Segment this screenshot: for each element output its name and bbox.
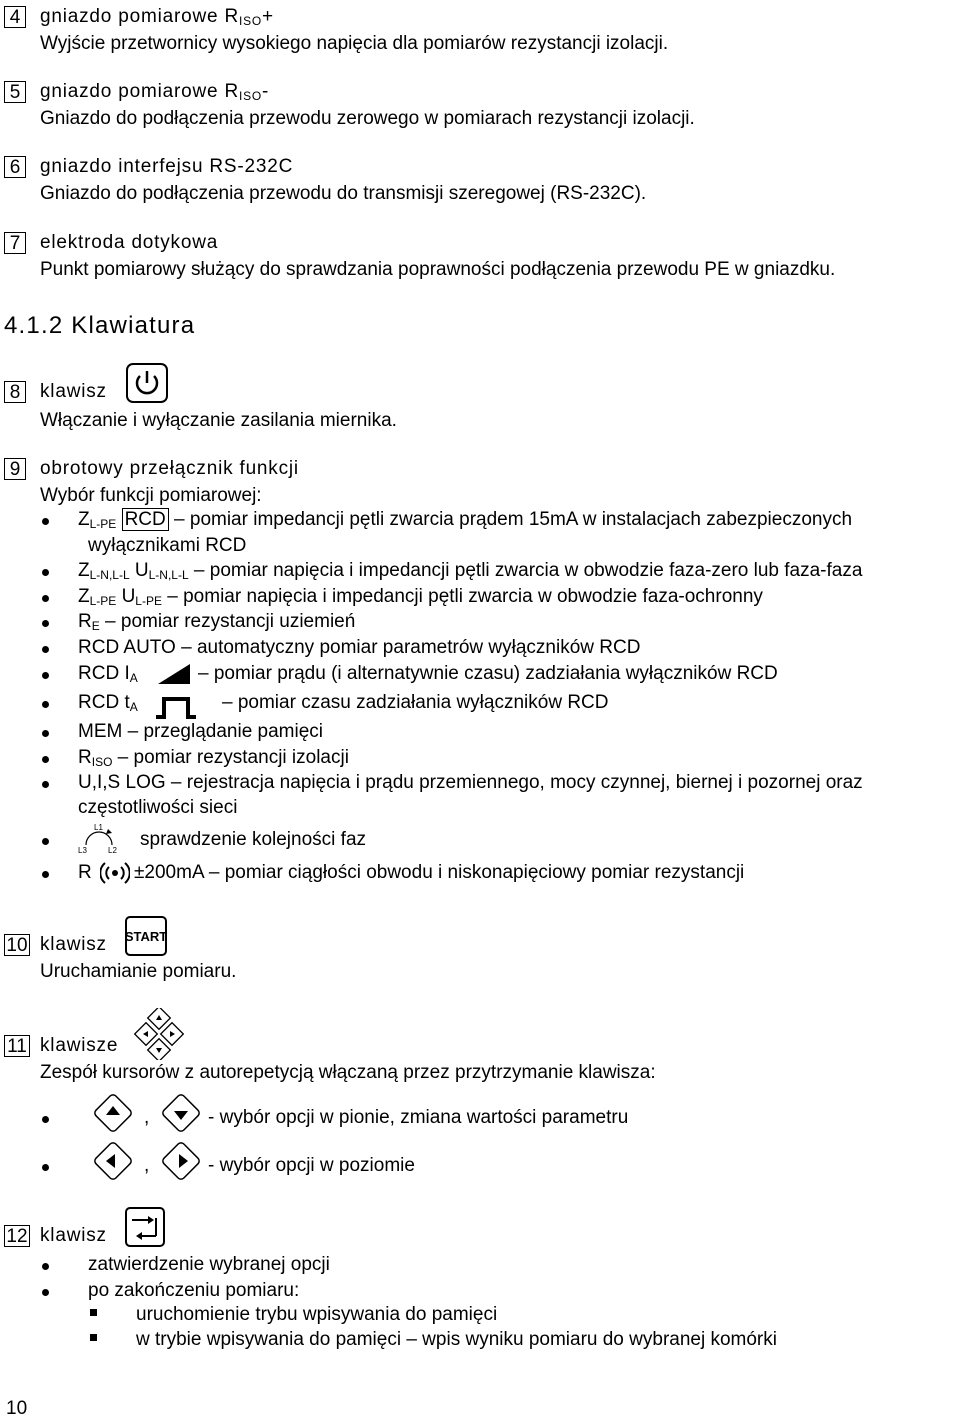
bullet xyxy=(42,1263,49,1270)
item-number-4: 4 xyxy=(4,6,26,28)
item-heading-6: gniazdo interfejsu RS-232C xyxy=(40,156,294,177)
item-heading-8: klawisz xyxy=(40,381,107,402)
square-bullet xyxy=(90,1309,97,1316)
list-item-text: – pomiar prądu (i alternatywnie czasu) zadziałania wyłączników RCD xyxy=(198,663,778,684)
item-heading-10: klawisz xyxy=(40,934,107,955)
pulse-icon xyxy=(154,695,206,719)
list-item: $R_{ISO}$ – pomiar rezystancji izolacji xyxy=(78,747,349,769)
item-number-10: 10 xyxy=(4,934,30,956)
list-item-text: - wybór opcji w poziomie xyxy=(208,1155,415,1176)
bullet xyxy=(42,756,49,763)
bullet xyxy=(42,730,49,737)
phase-label-l3: L3 xyxy=(78,846,87,855)
bullet xyxy=(42,871,49,878)
item-number-5: 5 xyxy=(4,81,26,103)
item-heading-5: gniazdo pomiarowe $R_{ISO}-$ xyxy=(40,81,270,103)
section-heading: 4.1.2 Klawiatura xyxy=(4,312,196,339)
item-description-4: Wyjście przetwornicy wysokiego napięcia dla pomiarów rezystancji izolacji. xyxy=(40,33,669,54)
list-item: RCD $I_A$ xyxy=(78,663,138,685)
ramp-icon xyxy=(156,662,192,686)
bullet xyxy=(42,569,49,576)
list-item-text: ±200mA – pomiar ciągłości obwodu i niskonapięciowy pomiar rezystancji xyxy=(134,862,745,883)
start-key-label: START xyxy=(124,929,168,944)
enter-key-icon xyxy=(124,1206,166,1248)
item-heading-12: klawisz xyxy=(40,1225,107,1246)
phase-label-l1: L1 xyxy=(94,823,103,832)
bullet xyxy=(42,838,49,845)
bullet xyxy=(42,701,49,708)
separator: , xyxy=(144,1107,150,1128)
item-number-12: 12 xyxy=(4,1225,30,1247)
bullet xyxy=(42,595,49,602)
list-item-text: sprawdzenie kolejności faz xyxy=(140,829,367,850)
sub-list-item: uruchomienie trybu wpisywania do pamięci xyxy=(136,1304,498,1325)
cursor-keys-icon xyxy=(134,1008,184,1060)
item-heading-11: klawisze xyxy=(40,1035,119,1056)
bullet xyxy=(42,672,49,679)
item-heading-7: elektroda dotykowa xyxy=(40,232,219,253)
list-item-text: – pomiar czasu zadziałania wyłączników RCD xyxy=(222,692,609,713)
phase-label-l2: L2 xyxy=(108,846,117,855)
list-item: RCD $t_A$ xyxy=(78,692,138,714)
bullet xyxy=(42,646,49,653)
list-item-text: - wybór opcji w pionie, zmiana wartości parametru xyxy=(208,1107,629,1128)
item-description-10: Uruchamianie pomiaru. xyxy=(40,961,237,982)
list-item: po zakończeniu pomiaru: xyxy=(88,1280,300,1301)
list-item: RCD AUTO – automatyczny pomiar parametrów wyłączników RCD xyxy=(78,637,641,658)
list-item: $R_E$ – pomiar rezystancji uziemień xyxy=(78,611,356,633)
bullet xyxy=(42,518,49,525)
power-icon xyxy=(125,362,169,404)
arrow-right-key-icon xyxy=(158,1138,204,1184)
list-item-continuation: częstotliwości sieci xyxy=(78,797,238,818)
square-bullet xyxy=(90,1334,97,1341)
list-item: $Z_{L-PE}$ $U_{L-PE}$ – pomiar napięcia i impedancji pętli zwarcia w obwodzie faza-ochronny xyxy=(78,586,763,608)
bullet xyxy=(42,781,49,788)
arrow-up-key-icon xyxy=(90,1090,136,1136)
sub-list-item: w trybie wpisywania do pamięci – wpis wyniku pomiaru do wybranej komórki xyxy=(136,1329,777,1350)
list-item: U,I,S LOG – rejestracja napięcia i prądu przemiennego, mocy czynnej, biernej i pozornej oraz xyxy=(78,772,863,793)
bullet xyxy=(42,1289,49,1296)
item-number-8: 8 xyxy=(4,381,26,403)
item-number-7: 7 xyxy=(4,232,26,254)
item-heading-9: obrotowy przełącznik funkcji xyxy=(40,458,299,479)
arrow-down-key-icon xyxy=(158,1090,204,1136)
bullet xyxy=(42,1116,49,1123)
list-item: $Z_{L-PE}$ RCD – pomiar impedancji pętli zwarcia prądem 15mA w instalacjach zabezpieczonych xyxy=(78,509,853,531)
item-description-7: Punkt pomiarowy służący do sprawdzania poprawności podłączenia przewodu PE w gniazdku. xyxy=(40,259,836,280)
bullet xyxy=(42,620,49,627)
page-number: 10 xyxy=(6,1398,28,1419)
phase-rotation-icon xyxy=(78,821,120,857)
list-item-continuation: wyłącznikami RCD xyxy=(88,535,247,556)
item-heading-4: gniazdo pomiarowe $R_{ISO}+$ xyxy=(40,6,274,28)
item-description-11: Zespół kursorów z autorepetycją włączaną przez przytrzymanie klawisza: xyxy=(40,1062,656,1083)
item-number-6: 6 xyxy=(4,156,26,178)
item-number-11: 11 xyxy=(4,1035,30,1057)
list-item: R xyxy=(78,862,92,883)
item-description-6: Gniazdo do podłączenia przewodu do transmisji szeregowej (RS-232C). xyxy=(40,183,647,204)
item-description-9: Wybór funkcji pomiarowej: xyxy=(40,485,262,506)
list-item: zatwierdzenie wybranej opcji xyxy=(88,1254,330,1275)
item-number-9: 9 xyxy=(4,458,26,480)
list-item: MEM – przeglądanie pamięci xyxy=(78,721,324,742)
item-description-5: Gniazdo do podłączenia przewodu zerowego w pomiarach rezystancji izolacji. xyxy=(40,108,695,129)
bullet xyxy=(42,1164,49,1171)
arrow-left-key-icon xyxy=(90,1138,136,1184)
buzzer-icon xyxy=(100,860,130,886)
list-item: $Z_{L-N,L-L}$ $U_{L-N,L-L}$ – pomiar napięcia i impedancji pętli zwarcia w obwodzie faza-zero lub faza-faza xyxy=(78,560,863,582)
separator: , xyxy=(144,1155,150,1176)
item-description-8: Włączanie i wyłączanie zasilania miernika. xyxy=(40,410,397,431)
start-key-icon xyxy=(124,915,168,957)
